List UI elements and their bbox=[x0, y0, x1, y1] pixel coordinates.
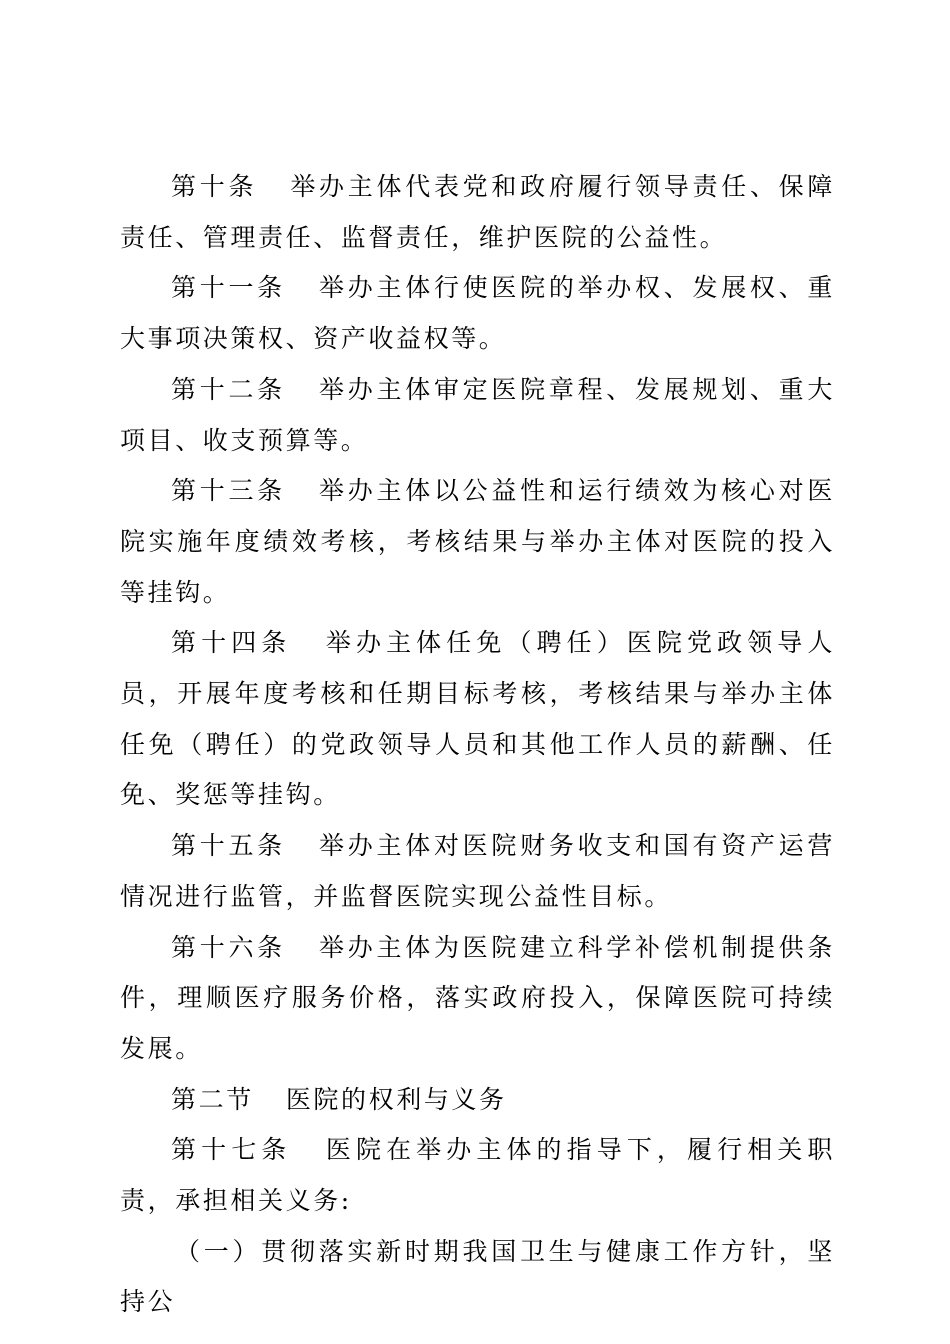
article-12 bbox=[120, 365, 835, 466]
article-label: 第十四条 bbox=[171, 628, 292, 658]
article-label: 第十条 bbox=[171, 172, 258, 201]
article-text: 举办主体代表党和政府履行领导责任、保障责任、管理责任、监督责任，维护医院的公益性。 bbox=[120, 172, 835, 252]
article-10 bbox=[120, 162, 835, 263]
article-text: 举办主体为医院建立科学补偿机制提供条 件，理顺医疗服务价格，落实政府投入，保障医院可持续发展。 bbox=[120, 932, 863, 1063]
article-text: 举办主体行使医院的举办权、发展权、重大事项决策权、资产收益权等。 bbox=[120, 273, 835, 354]
article-14 bbox=[120, 618, 835, 821]
article-text: 医院在举办主体的指导下，履行相关职责，承担相关义务: bbox=[120, 1135, 836, 1216]
article-label: 第十三条 bbox=[171, 476, 286, 506]
article-text: 举办主体审定医院章程、发展规划、重大项目、收支预算等。 bbox=[120, 374, 835, 455]
article-13 bbox=[120, 466, 835, 618]
document-body bbox=[120, 162, 863, 1328]
article-label: 第十六条 bbox=[171, 932, 286, 962]
article-label: 第十二条 bbox=[171, 374, 286, 404]
article-text: 举办主体以公益性和运行绩效为核心对医院实施年度绩效考核，考核结果与举办主体对医院的投入等挂钩。 bbox=[120, 476, 835, 607]
article-text: 举办主体对医院财务收支和国有资产运营情况进行监管，并监督医院实现公益性目标。 bbox=[120, 831, 835, 911]
section-heading bbox=[120, 1075, 835, 1126]
article-text: 举办主体任免（聘任）医院党政领导人员，开展年度考核和任期目标考核，考核结果与举办主体任免（聘任）的党政领导人员和其他工作人员的薪酬、任免、奖惩等挂钩。 bbox=[120, 628, 836, 810]
article-label: 第十七条 bbox=[171, 1135, 292, 1165]
list-item-text: （一）贯彻落实新时期我国卫生与健康工作方针，坚持公 bbox=[120, 1236, 835, 1317]
article-15 bbox=[120, 821, 835, 922]
article-label: 第十一条 bbox=[171, 273, 286, 303]
section-title: 医院的权利与义务 bbox=[285, 1084, 507, 1114]
article-label: 第十五条 bbox=[171, 831, 286, 861]
list-item-1 bbox=[120, 1227, 835, 1328]
section-label: 第二节 bbox=[171, 1084, 254, 1114]
article-11 bbox=[120, 263, 835, 364]
article-17 bbox=[120, 1125, 835, 1226]
article-16 bbox=[120, 923, 863, 1075]
